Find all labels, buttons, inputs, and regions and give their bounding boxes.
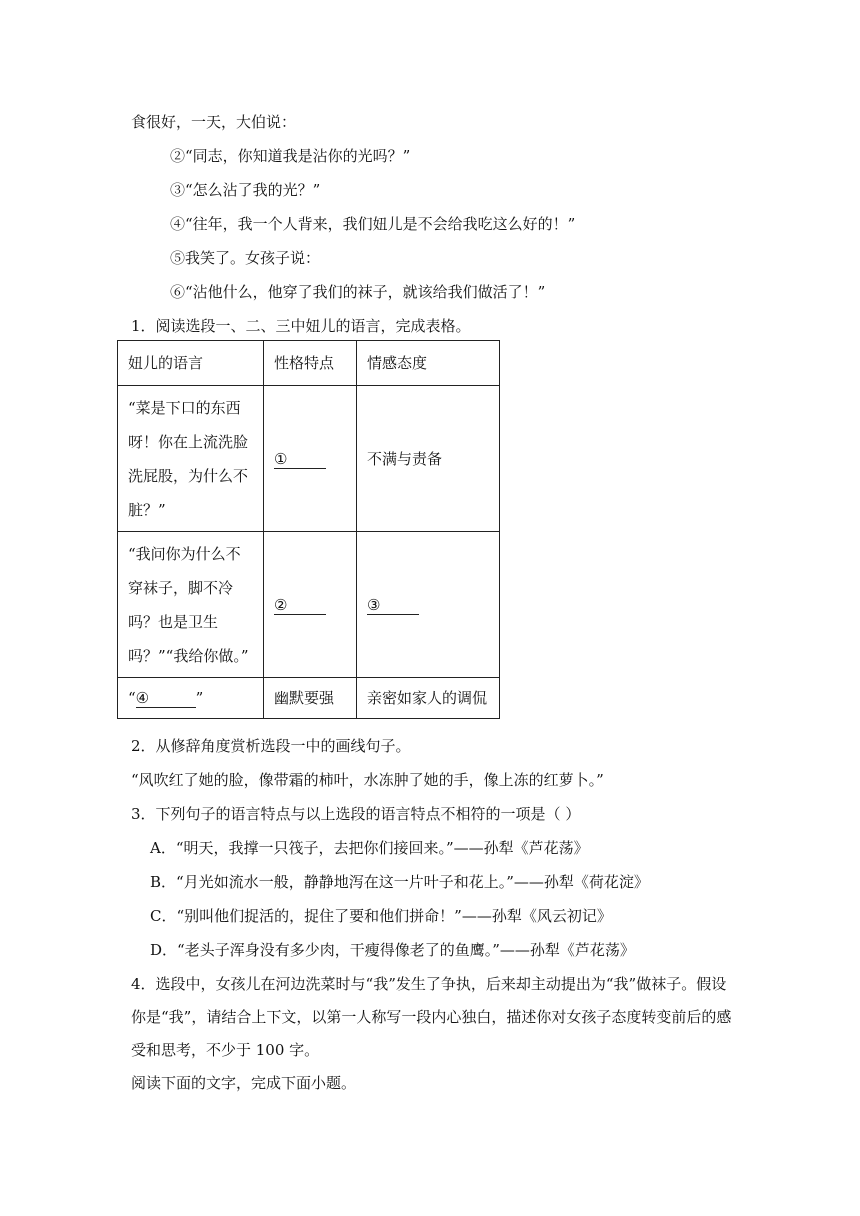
quote-cell	[118, 532, 264, 678]
passage-line: ⑥“沾他什么，他穿了我们的袜子，就该给我们做活了！”	[170, 283, 546, 301]
quote-close-mark: ”	[195, 689, 204, 707]
quote-cell	[118, 386, 264, 532]
question-4-line: 你是“我”，请结合上下文，以第一人称写一段内心独白，描述你对女孩子态度转变前后的感	[131, 1008, 732, 1026]
quote-line: 洗屁股，为什么不	[128, 466, 249, 485]
answer-blank-3[interactable]: ③	[367, 596, 419, 615]
passage-line: ④“往年，我一个人背来，我们妞儿是不会给我吃这么好的！”	[170, 215, 576, 233]
option-b[interactable]: B．“月光如流水一般，静静地泻在这一片叶子和花上。”——孙犁《荷花淀》	[150, 873, 649, 891]
trait-cell: 幽默要强	[264, 678, 357, 719]
answer-blank-1[interactable]: ①	[274, 450, 326, 469]
table-row	[118, 386, 500, 532]
quote-open-mark: “	[128, 689, 136, 707]
question-4-line: 4．选段中，女孩儿在河边洗菜时与“我”发生了争执，后来却主动提出为“我”做袜子。假设	[131, 975, 727, 993]
answer-blank-2[interactable]: ②	[274, 596, 326, 615]
question-2-sentence: “风吹红了她的脸，像带霜的柿叶，水冻肿了她的手，像上冻的红萝卜。”	[131, 771, 604, 789]
question-2-prompt: 2．从修辞角度赏析选段一中的画线句子。	[131, 737, 411, 755]
trait-cell	[264, 532, 357, 678]
quote-line: 吗？”“我给你做。”	[128, 646, 249, 665]
passage-line: ③“怎么沾了我的光？”	[170, 181, 321, 199]
next-section-heading: 阅读下面的文字，完成下面小题。	[131, 1074, 357, 1092]
option-a[interactable]: A．“明天，我撑一只筏子，去把你们接回来。”——孙犁《芦花荡》	[150, 839, 589, 857]
table-header-cell: 性格特点	[264, 341, 357, 386]
passage-line: 食很好，一天，大伯说：	[131, 113, 297, 131]
quote-line: 穿袜子，脚不冷	[128, 578, 234, 597]
option-c[interactable]: C．“别叫他们捉活的，捉住了要和他们拼命！”——孙犁《风云初记》	[150, 907, 612, 925]
question-1-prompt: 1．阅读选段一、二、三中妞儿的语言，完成表格。	[131, 317, 471, 335]
table-header-cell: 妞儿的语言	[118, 341, 264, 386]
quote-line: 脏？”	[128, 500, 166, 519]
passage-line: ⑤我笑了。女孩子说：	[170, 249, 321, 267]
option-d[interactable]: D．“老头子浑身没有多少肉，干瘦得像老了的鱼鹰。”——孙犁《芦花荡》	[150, 941, 635, 959]
answer-blank-4[interactable]: ④	[136, 689, 196, 708]
table-row	[118, 532, 500, 678]
attitude-cell	[357, 532, 500, 678]
table-header-cell: 情感态度	[357, 341, 500, 386]
answer-table	[117, 340, 500, 719]
quote-cell	[118, 678, 264, 719]
passage-line: ②“同志，你知道我是沾你的光吗？”	[170, 147, 411, 165]
quote-line: “我问你为什么不	[128, 544, 241, 563]
question-3-prompt: 3．下列句子的语言特点与以上选段的语言特点不相符的一项是（ ）	[131, 805, 581, 823]
table-header-row	[118, 341, 500, 386]
table-row	[118, 678, 500, 719]
quote-line: 呀！你在上流洗脸	[128, 432, 249, 451]
quote-line: “菜是下口的东西	[128, 398, 241, 417]
attitude-cell: 不满与责备	[357, 386, 500, 532]
quote-line: 吗？也是卫生	[128, 612, 219, 631]
question-4-line: 受和思考，不少于 100 字。	[131, 1041, 320, 1059]
attitude-cell: 亲密如家人的调侃	[357, 678, 500, 719]
trait-cell	[264, 386, 357, 532]
